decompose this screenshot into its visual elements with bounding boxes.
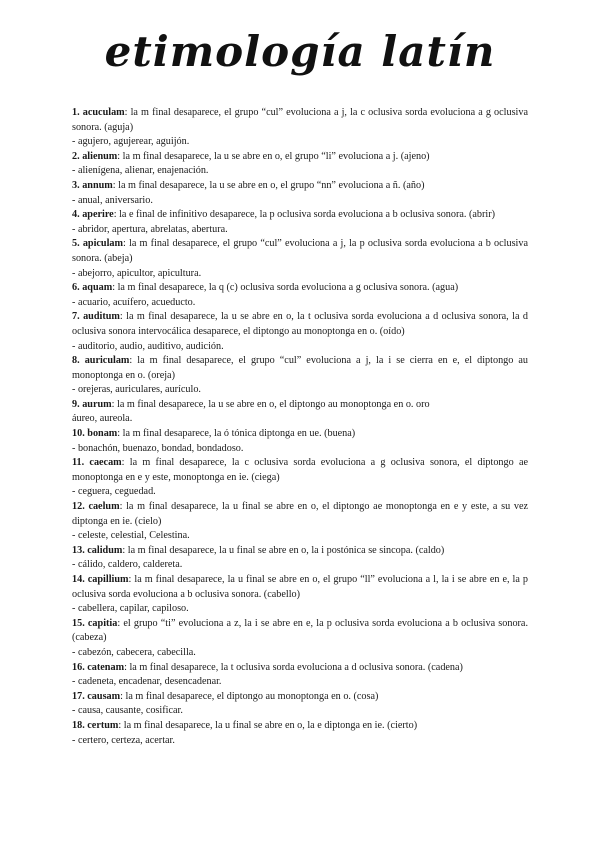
entry-explanation: : la m final desaparece, la u se abre en o, el grupo “li” evoluciona a j. (ajeno) — [117, 150, 430, 162]
entry-explanation: : el grupo “ti” evoluciona a z, la i se abre en e, la p oclusiva sorda evoluciona a b oclusiva sonora. (cabeza) — [72, 617, 528, 644]
entry-explanation: : la m final desaparece, la u final se abre en o, el diptongo ae monoptonga en e y este, a su vez diptonga en ie. (cielo) — [72, 501, 529, 527]
entry-13 — [72, 544, 528, 573]
derived-words: - cabezón, cabecera, cabecilla. — [72, 646, 196, 658]
latin-word: auditum — [83, 311, 120, 323]
entry-explanation: : la m final desaparece, la q (c) oclusiva sorda evoluciona a g oclusiva sonora. (agua) — [112, 282, 459, 294]
latin-word: caecam — [89, 457, 122, 469]
entry-number: 10. — [72, 428, 85, 440]
latin-word: catenam — [87, 661, 125, 673]
entry-number: 16. — [72, 661, 85, 673]
entry-15 — [72, 617, 528, 661]
etymology-list — [72, 106, 528, 748]
entry-6 — [72, 281, 528, 310]
entry-11 — [72, 456, 528, 500]
derived-words: - auditorio, audio, auditivo, audición. — [72, 340, 224, 352]
entry-number: 1. — [72, 107, 80, 118]
entry-number: 14. — [72, 574, 85, 585]
derived-words: - abridor, apertura, abrelatas, abertura. — [72, 223, 228, 235]
entry-explanation: : la m final desaparece, la c oclusiva sorda evoluciona a g oclusiva sonora, el diptongo ae monoptonga en e y este, monoptonga en ie. (ciega) — [72, 457, 528, 483]
derived-words: - cabellera, capilar, capiloso. — [72, 603, 189, 615]
derived-words: áureo, aureola. — [72, 413, 133, 425]
entry-explanation: : la m final desaparece, el grupo “cul” evoluciona a j, la c oclusiva sorda evoluciona a g oclusiva sonora. (aguja) — [72, 107, 529, 133]
latin-word: alienum — [82, 150, 118, 162]
entry-explanation: : la m final desaparece, la ó tónica diptonga en ue. (buena) — [117, 428, 356, 440]
latin-word: certum — [87, 719, 119, 731]
derived-words: - cadeneta, encadenar, desencadenar. — [72, 676, 222, 688]
entry-number: 4. — [72, 209, 80, 221]
derived-words: - anual, aniversario. — [72, 194, 153, 206]
derived-words: - agujero, agujerear, aguijón. — [72, 136, 190, 148]
latin-word: acuculam — [82, 107, 125, 118]
entry-number: 3. — [72, 179, 80, 191]
derived-words: - bonachón, buenazo, bondad, bondadoso. — [72, 442, 244, 454]
derived-words: - celeste, celestial, Celestina. — [72, 530, 190, 542]
derived-words: - ceguera, ceguedad. — [72, 486, 156, 498]
entry-explanation: : la m final desaparece, la u se abre en o, la t oclusiva sorda evoluciona a d oclusiva sonora, la d oclusiva sonora intervocálica desaparece, el diptongo au monoptonga en o. (oído) — [72, 311, 529, 337]
entry-8 — [72, 354, 528, 398]
entry-2 — [72, 150, 528, 179]
entry-1 — [72, 106, 528, 150]
entry-number: 11. — [72, 457, 85, 469]
derived-words: - orejeras, auriculares, aurículo. — [72, 384, 201, 396]
entry-7 — [72, 310, 528, 354]
latin-word: annum — [82, 179, 113, 191]
latin-word: causam — [87, 690, 121, 702]
entry-4 — [72, 208, 528, 237]
latin-word: capitia — [87, 617, 118, 629]
derived-words: - alienígena, alienar, enajenación. — [72, 165, 209, 177]
entry-5 — [72, 237, 528, 281]
entry-explanation: : la m final desaparece, la u final se abre en o, el grupo “ll” evoluciona a l, la i se abre en e, la p oclusiva sorda evoluciona a b oclusiva sonora. (cabello) — [72, 574, 528, 600]
entry-number: 17. — [72, 690, 85, 702]
entry-number: 9. — [72, 398, 80, 410]
entry-12 — [72, 500, 528, 544]
entry-explanation: : la m final desaparece, la u final se abre en o, la e diptonga en ie. (cierto) — [118, 719, 418, 731]
entry-explanation: : la m final desaparece, la u se abre en o, el grupo “nn” evoluciona a ñ. (año) — [112, 179, 425, 191]
entry-explanation: : la m final desaparece, el grupo “cul” evoluciona a j, la i se cierra en e, el diptongo au monoptonga en o. (oreja) — [72, 355, 528, 381]
entry-number: 6. — [72, 282, 80, 294]
entry-explanation: : la m final desaparece, la u final se abre en o, la i postónica se sincopa. (caldo) — [122, 544, 445, 556]
entry-number: 7. — [72, 311, 80, 323]
entry-number: 12. — [72, 501, 85, 513]
derived-words: - causa, causante, cosificar. — [72, 705, 183, 717]
entry-explanation: : la m final desaparece, el diptongo au monoptonga en o. (cosa) — [120, 690, 379, 702]
entry-14 — [72, 573, 528, 617]
entry-explanation: : la e final de infinitivo desaparece, la p oclusiva sorda evoluciona a b oclusiva sonora. (abrir) — [113, 209, 496, 221]
entry-number: 5. — [72, 238, 80, 250]
entry-number: 18. — [72, 719, 85, 731]
entry-18 — [72, 719, 528, 748]
derived-words: - certero, certeza, acertar. — [72, 734, 175, 746]
latin-word: capillium — [87, 574, 129, 585]
latin-word: calidum — [87, 544, 123, 556]
page-title: etimología latín — [104, 27, 496, 76]
entry-3 — [72, 179, 528, 208]
entry-number: 8. — [72, 355, 80, 367]
entry-16 — [72, 661, 528, 690]
entry-number: 15. — [72, 617, 85, 629]
entry-17 — [72, 690, 528, 719]
latin-word: aquam — [82, 282, 113, 294]
entry-explanation: : la m final desaparece, el grupo “cul” evoluciona a j, la p oclusiva sorda evoluciona a b oclusiva sonora. (abeja) — [72, 238, 528, 264]
entry-9 — [72, 398, 528, 427]
latin-word: apiculam — [82, 238, 124, 250]
latin-word: aperire — [82, 209, 114, 221]
entry-explanation: : la m final desaparece, la t oclusiva sorda evoluciona a d oclusiva sonora. (cadena) — [124, 661, 463, 673]
latin-word: aurum — [82, 398, 112, 410]
derived-words: - cálido, caldero, caldereta. — [72, 559, 183, 571]
latin-word: caelum — [88, 501, 120, 513]
entry-explanation: : la m final desaparece, la u se abre en o, el diptongo au monoptonga en o. oro — [111, 398, 430, 410]
entry-number: 13. — [72, 544, 85, 556]
entry-number: 2. — [72, 150, 80, 162]
entry-10 — [72, 427, 528, 456]
derived-words: - abejorro, apicultor, apicultura. — [72, 267, 202, 279]
latin-word: auriculam — [84, 355, 130, 367]
derived-words: - acuario, acuífero, acueducto. — [72, 296, 196, 308]
latin-word: bonam — [87, 428, 118, 440]
